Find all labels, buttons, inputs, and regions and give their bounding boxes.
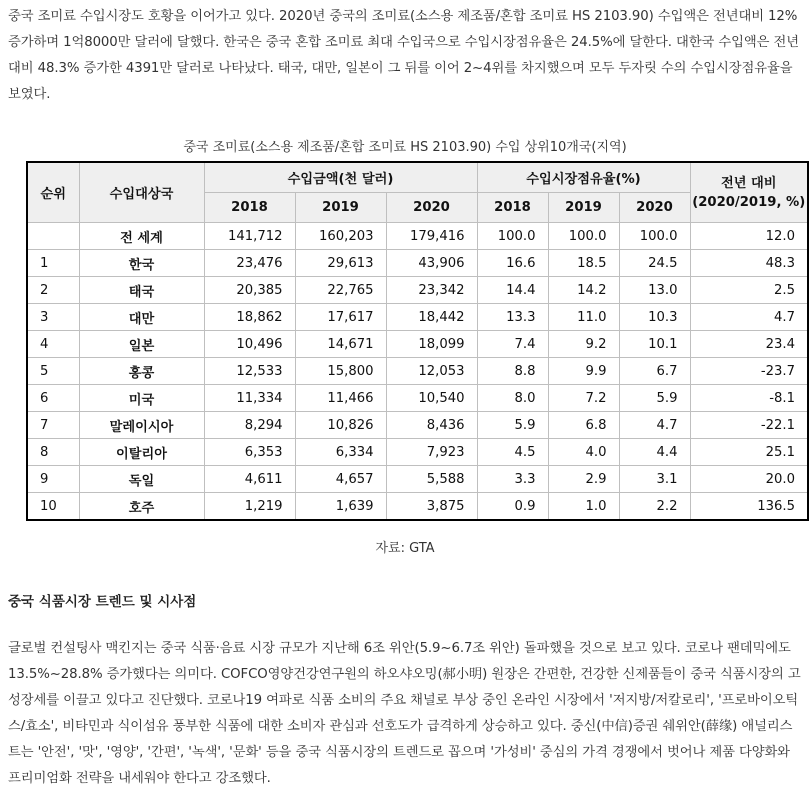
share-cell: 24.5 bbox=[619, 250, 690, 277]
share-cell: 3.1 bbox=[619, 466, 690, 493]
amount-cell: 18,862 bbox=[204, 304, 295, 331]
rank-cell: 7 bbox=[27, 412, 79, 439]
yoy-cell: 25.1 bbox=[690, 439, 808, 466]
amount-cell: 160,203 bbox=[295, 223, 386, 250]
table-caption: 중국 조미료(소스용 제조품/혼합 조미료 HS 2103.90) 수입 상위10개국(지역) bbox=[183, 140, 627, 155]
rank-cell: 4 bbox=[27, 331, 79, 358]
amount-cell: 179,416 bbox=[386, 223, 477, 250]
country-cell: 호주 bbox=[79, 493, 204, 521]
share-cell: 5.9 bbox=[619, 385, 690, 412]
table-row bbox=[27, 466, 808, 493]
header-year: 2018 bbox=[477, 193, 548, 223]
share-cell: 2.9 bbox=[548, 466, 619, 493]
amount-cell: 11,466 bbox=[295, 385, 386, 412]
amount-cell: 4,611 bbox=[204, 466, 295, 493]
table-row bbox=[27, 358, 808, 385]
country-cell: 홍콩 bbox=[79, 358, 204, 385]
header-amount-group: 수입금액(천 달러) bbox=[204, 162, 477, 193]
amount-cell: 18,099 bbox=[386, 331, 477, 358]
country-cell: 한국 bbox=[79, 250, 204, 277]
header-year: 2018 bbox=[204, 193, 295, 223]
rank-cell: 8 bbox=[27, 439, 79, 466]
share-cell: 3.3 bbox=[477, 466, 548, 493]
amount-cell: 10,496 bbox=[204, 331, 295, 358]
yoy-cell: 48.3 bbox=[690, 250, 808, 277]
amount-cell: 7,923 bbox=[386, 439, 477, 466]
header-year: 2019 bbox=[548, 193, 619, 223]
share-cell: 4.5 bbox=[477, 439, 548, 466]
header-country: 수입대상국 bbox=[79, 162, 204, 223]
amount-cell: 29,613 bbox=[295, 250, 386, 277]
share-cell: 4.4 bbox=[619, 439, 690, 466]
section-title: 중국 식품시장 트렌드 및 시사점 bbox=[8, 594, 197, 610]
header-rank: 순위 bbox=[27, 162, 79, 223]
table-body bbox=[27, 223, 808, 521]
share-cell: 100.0 bbox=[619, 223, 690, 250]
share-cell: 7.2 bbox=[548, 385, 619, 412]
amount-cell: 3,875 bbox=[386, 493, 477, 521]
amount-cell: 10,826 bbox=[295, 412, 386, 439]
share-cell: 13.0 bbox=[619, 277, 690, 304]
amount-cell: 6,353 bbox=[204, 439, 295, 466]
share-cell: 100.0 bbox=[548, 223, 619, 250]
amount-cell: 43,906 bbox=[386, 250, 477, 277]
share-cell: 100.0 bbox=[477, 223, 548, 250]
share-cell: 10.1 bbox=[619, 331, 690, 358]
share-cell: 4.0 bbox=[548, 439, 619, 466]
yoy-cell: 2.5 bbox=[690, 277, 808, 304]
rank-cell bbox=[27, 223, 79, 250]
country-cell: 태국 bbox=[79, 277, 204, 304]
rank-cell: 10 bbox=[27, 493, 79, 521]
share-cell: 6.7 bbox=[619, 358, 690, 385]
import-table bbox=[26, 161, 809, 521]
table-row bbox=[27, 304, 808, 331]
yoy-cell: -23.7 bbox=[690, 358, 808, 385]
share-cell: 14.4 bbox=[477, 277, 548, 304]
share-cell: 10.3 bbox=[619, 304, 690, 331]
table-row bbox=[27, 250, 808, 277]
amount-cell: 10,540 bbox=[386, 385, 477, 412]
amount-cell: 20,385 bbox=[204, 277, 295, 304]
yoy-cell: -8.1 bbox=[690, 385, 808, 412]
yoy-cell: -22.1 bbox=[690, 412, 808, 439]
share-cell: 8.0 bbox=[477, 385, 548, 412]
share-cell: 6.8 bbox=[548, 412, 619, 439]
table-row bbox=[27, 223, 808, 250]
rank-cell: 3 bbox=[27, 304, 79, 331]
header-year: 2020 bbox=[386, 193, 477, 223]
share-cell: 11.0 bbox=[548, 304, 619, 331]
amount-cell: 4,657 bbox=[295, 466, 386, 493]
table-source: 자료: GTA bbox=[375, 541, 435, 556]
share-cell: 9.2 bbox=[548, 331, 619, 358]
yoy-cell: 20.0 bbox=[690, 466, 808, 493]
table-row bbox=[27, 439, 808, 466]
country-cell: 말레이시아 bbox=[79, 412, 204, 439]
amount-cell: 6,334 bbox=[295, 439, 386, 466]
country-cell: 일본 bbox=[79, 331, 204, 358]
rank-cell: 2 bbox=[27, 277, 79, 304]
table-row bbox=[27, 277, 808, 304]
table-row bbox=[27, 331, 808, 358]
amount-cell: 12,053 bbox=[386, 358, 477, 385]
amount-cell: 5,588 bbox=[386, 466, 477, 493]
amount-cell: 18,442 bbox=[386, 304, 477, 331]
share-cell: 5.9 bbox=[477, 412, 548, 439]
import-table-container bbox=[26, 161, 809, 521]
share-cell: 13.3 bbox=[477, 304, 548, 331]
header-year: 2020 bbox=[619, 193, 690, 223]
amount-cell: 23,476 bbox=[204, 250, 295, 277]
share-cell: 0.9 bbox=[477, 493, 548, 521]
country-cell: 미국 bbox=[79, 385, 204, 412]
header-yoy: 전년 대비 (2020/2019, %) bbox=[690, 162, 808, 223]
amount-cell: 22,765 bbox=[295, 277, 386, 304]
share-cell: 7.4 bbox=[477, 331, 548, 358]
amount-cell: 8,294 bbox=[204, 412, 295, 439]
amount-cell: 8,436 bbox=[386, 412, 477, 439]
country-cell: 독일 bbox=[79, 466, 204, 493]
rank-cell: 6 bbox=[27, 385, 79, 412]
country-cell: 대만 bbox=[79, 304, 204, 331]
share-cell: 1.0 bbox=[548, 493, 619, 521]
amount-cell: 12,533 bbox=[204, 358, 295, 385]
amount-cell: 14,671 bbox=[295, 331, 386, 358]
table-row bbox=[27, 385, 808, 412]
header-share-group: 수입시장점유율(%) bbox=[477, 162, 690, 193]
country-cell: 이탈리아 bbox=[79, 439, 204, 466]
amount-cell: 1,639 bbox=[295, 493, 386, 521]
yoy-cell: 4.7 bbox=[690, 304, 808, 331]
intro-paragraph: 중국 조미료 수입시장도 호황을 이어가고 있다. 2020년 중국의 조미료(소스용 제조품/혼합 조미료 HS 2103.90) 수입액은 전년대비 12% 증가하며 1억8000만 달러에 달했다. 한국은 중국 혼합 조미료 최대 수입국으로 수입시장점유율은 24.5%에 달한다. 대한국 수입액은 전년대비 48.3% 증가한 4391만 달러로 나타났다. 태국, 대만, 일본이 그 뒤를 이어 2~4위를 차지했으며 모두 두자릿 수의 수입시장점유율을 보였다. bbox=[8, 9, 799, 102]
amount-cell: 15,800 bbox=[295, 358, 386, 385]
share-cell: 9.9 bbox=[548, 358, 619, 385]
amount-cell: 11,334 bbox=[204, 385, 295, 412]
amount-cell: 17,617 bbox=[295, 304, 386, 331]
header-year: 2019 bbox=[295, 193, 386, 223]
share-cell: 8.8 bbox=[477, 358, 548, 385]
share-cell: 14.2 bbox=[548, 277, 619, 304]
yoy-cell: 136.5 bbox=[690, 493, 808, 521]
yoy-cell: 23.4 bbox=[690, 331, 808, 358]
amount-cell: 1,219 bbox=[204, 493, 295, 521]
share-cell: 2.2 bbox=[619, 493, 690, 521]
country-cell: 전 세계 bbox=[79, 223, 204, 250]
table-row bbox=[27, 493, 808, 521]
table-row bbox=[27, 412, 808, 439]
body-paragraph: 글로벌 컨설팅사 맥킨지는 중국 식품·음료 시장 규모가 지난해 6조 위안(5.9~6.7조 위안) 돌파했을 것으로 보고 있다. 코로나 팬데믹에도 13.5%~28.8% 증가했다는 의미다. COFCO영양건강연구원의 하오샤오밍(郝小明) 원장은 간편한, 건강한 신제품들이 중국 식품시장의 고성장세를 이끌고 있다고 진단했다. 코로나19 여파로 식품 소비의 주요 채널로 부상 중인 온라인 시장에서 '저지방/저칼로리', '프로바이오틱스/효소', 비타민과 식이섬유 풍부한 식품에 대한 소비자 관심과 선호도가 급격하게 상승하고 있다. 중신(中信)증권 쉐위안(薛缘) 애널리스트는 '안전', '맛', '영양', '간편', '녹색', '문화' 등을 중국 식품시장의 트렌드로 꼽으며 '가성비' 중심의 가격 경쟁에서 벗어나 제품 다양화와 프리미엄화 전략을 내세워야 한다고 강조했다. bbox=[8, 641, 801, 786]
rank-cell: 5 bbox=[27, 358, 79, 385]
share-cell: 4.7 bbox=[619, 412, 690, 439]
rank-cell: 1 bbox=[27, 250, 79, 277]
yoy-cell: 12.0 bbox=[690, 223, 808, 250]
rank-cell: 9 bbox=[27, 466, 79, 493]
amount-cell: 141,712 bbox=[204, 223, 295, 250]
amount-cell: 23,342 bbox=[386, 277, 477, 304]
share-cell: 16.6 bbox=[477, 250, 548, 277]
share-cell: 18.5 bbox=[548, 250, 619, 277]
